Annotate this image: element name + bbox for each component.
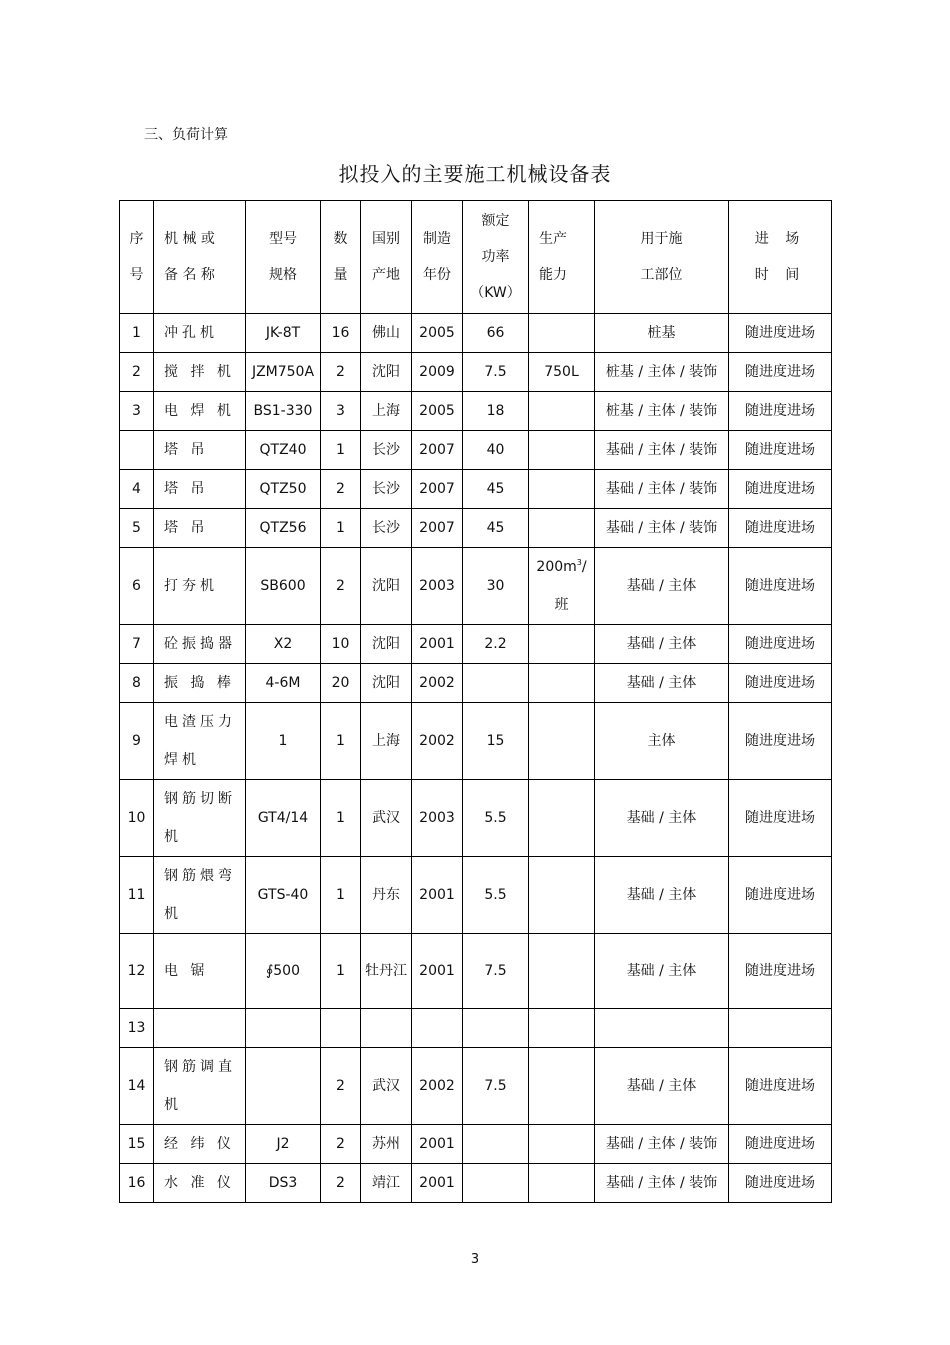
- cell-year: 2005: [412, 314, 463, 353]
- cell-origin: 丹东: [361, 857, 412, 934]
- cell-entry: 随进度进场: [729, 548, 832, 625]
- cell-name: 电 焊 机: [154, 392, 246, 431]
- cell-usage: 基础 / 主体 / 装饰: [595, 470, 729, 509]
- cell-name: 冲孔机: [154, 314, 246, 353]
- cell-capacity: [529, 1125, 595, 1164]
- cell-model: SB600: [246, 548, 321, 625]
- cell-year: 2002: [412, 1048, 463, 1125]
- cell-name: 钢筋煨弯机: [154, 857, 246, 934]
- cell-usage: 桩基 / 主体 / 装饰: [595, 392, 729, 431]
- cell-power: [463, 664, 529, 703]
- cell-origin: [361, 1009, 412, 1048]
- cell-entry: 随进度进场: [729, 392, 832, 431]
- cell-usage: 基础 / 主体 / 装饰: [595, 1164, 729, 1203]
- cell-entry: 随进度进场: [729, 1048, 832, 1125]
- header-year: 制造 年份: [412, 201, 463, 314]
- cell-seq: 5: [120, 509, 154, 548]
- cell-power: 66: [463, 314, 529, 353]
- page-number: 3: [470, 1252, 480, 1267]
- cell-qty: 2: [321, 548, 361, 625]
- cell-name: 钢筋切断机: [154, 780, 246, 857]
- cell-year: 2001: [412, 625, 463, 664]
- cell-qty: 20: [321, 664, 361, 703]
- cell-entry: 随进度进场: [729, 431, 832, 470]
- cell-seq: 8: [120, 664, 154, 703]
- cell-year: 2003: [412, 780, 463, 857]
- cell-usage: 桩基 / 主体 / 装饰: [595, 353, 729, 392]
- cell-year: 2009: [412, 353, 463, 392]
- cell-origin: 牡丹江: [361, 934, 412, 1009]
- cell-qty: 10: [321, 625, 361, 664]
- cell-model: JK-8T: [246, 314, 321, 353]
- cell-name: 经 纬 仪: [154, 1125, 246, 1164]
- cell-seq: 2: [120, 353, 154, 392]
- cell-model: GT4/14: [246, 780, 321, 857]
- cell-qty: 1: [321, 780, 361, 857]
- cell-year: 2007: [412, 509, 463, 548]
- cell-seq: 1: [120, 314, 154, 353]
- cell-capacity: 750L: [529, 353, 595, 392]
- cell-name: 打夯机: [154, 548, 246, 625]
- cell-capacity: [529, 780, 595, 857]
- header-power: 额定 功率 （KW）: [463, 201, 529, 314]
- cell-capacity: [529, 857, 595, 934]
- header-seq: 序 号: [120, 201, 154, 314]
- cell-origin: 沈阳: [361, 625, 412, 664]
- cell-origin: 沈阳: [361, 548, 412, 625]
- cell-entry: 随进度进场: [729, 857, 832, 934]
- cell-power: [463, 1125, 529, 1164]
- cell-seq: 13: [120, 1009, 154, 1048]
- cell-origin: 长沙: [361, 470, 412, 509]
- cell-origin: 苏州: [361, 1125, 412, 1164]
- cell-power: [463, 1009, 529, 1048]
- cell-origin: 武汉: [361, 1048, 412, 1125]
- table-row: [120, 1125, 832, 1164]
- table-title: 拟投入的主要施工机械设备表: [338, 162, 612, 186]
- cell-qty: 2: [321, 1048, 361, 1125]
- table-row: [120, 509, 832, 548]
- cell-capacity: [529, 470, 595, 509]
- cell-entry: 随进度进场: [729, 780, 832, 857]
- cell-seq: 3: [120, 392, 154, 431]
- cell-capacity: [529, 431, 595, 470]
- cell-year: 2003: [412, 548, 463, 625]
- cell-usage: 基础 / 主体 / 装饰: [595, 1125, 729, 1164]
- table-row: [120, 392, 832, 431]
- header-model: 型号 规格: [246, 201, 321, 314]
- cell-capacity: [529, 934, 595, 1009]
- cell-power: 7.5: [463, 353, 529, 392]
- cell-power: 45: [463, 470, 529, 509]
- cell-usage: 主体: [595, 703, 729, 780]
- cell-origin: 上海: [361, 392, 412, 431]
- table-row: [120, 1048, 832, 1125]
- header-qty: 数 量: [321, 201, 361, 314]
- cell-capacity: [529, 625, 595, 664]
- cell-capacity: [529, 1048, 595, 1125]
- cell-year: 2007: [412, 431, 463, 470]
- cell-name: 水 准 仪: [154, 1164, 246, 1203]
- cell-model: X2: [246, 625, 321, 664]
- table-row: [120, 857, 832, 934]
- cell-qty: 1: [321, 431, 361, 470]
- cell-name: 搅 拌 机: [154, 353, 246, 392]
- cell-capacity: [529, 1164, 595, 1203]
- cell-seq: 15: [120, 1125, 154, 1164]
- cell-power: 30: [463, 548, 529, 625]
- cell-entry: 随进度进场: [729, 1164, 832, 1203]
- cell-model: ∮500: [246, 934, 321, 1009]
- cell-origin: 上海: [361, 703, 412, 780]
- cell-seq: [120, 431, 154, 470]
- cell-name: 钢筋调直机: [154, 1048, 246, 1125]
- cell-model: 4-6M: [246, 664, 321, 703]
- table-row: [120, 625, 832, 664]
- header-capacity: 生产 能力: [529, 201, 595, 314]
- cell-power: 5.5: [463, 780, 529, 857]
- header-origin: 国别 产地: [361, 201, 412, 314]
- cell-usage: 基础 / 主体: [595, 780, 729, 857]
- cell-origin: 佛山: [361, 314, 412, 353]
- cell-model: [246, 1048, 321, 1125]
- cell-name: 塔 吊: [154, 470, 246, 509]
- table-row: [120, 470, 832, 509]
- cell-seq: 7: [120, 625, 154, 664]
- cell-power: 2.2: [463, 625, 529, 664]
- cell-qty: 16: [321, 314, 361, 353]
- cell-usage: [595, 1009, 729, 1048]
- cell-power: 18: [463, 392, 529, 431]
- cell-year: 2002: [412, 703, 463, 780]
- cell-model: JZM750A: [246, 353, 321, 392]
- cell-year: 2001: [412, 1125, 463, 1164]
- cell-entry: 随进度进场: [729, 703, 832, 780]
- cell-capacity: [529, 703, 595, 780]
- cell-capacity: [529, 1009, 595, 1048]
- cell-seq: 10: [120, 780, 154, 857]
- cell-seq: 6: [120, 548, 154, 625]
- cell-entry: 随进度进场: [729, 625, 832, 664]
- cell-power: 5.5: [463, 857, 529, 934]
- cell-power: 7.5: [463, 1048, 529, 1125]
- cell-usage: 基础 / 主体: [595, 934, 729, 1009]
- cell-year: 2005: [412, 392, 463, 431]
- cell-usage: 基础 / 主体: [595, 1048, 729, 1125]
- cell-year: 2002: [412, 664, 463, 703]
- cell-usage: 基础 / 主体: [595, 857, 729, 934]
- cell-seq: 11: [120, 857, 154, 934]
- cell-entry: 随进度进场: [729, 1125, 832, 1164]
- cell-capacity: [529, 509, 595, 548]
- cell-year: 2007: [412, 470, 463, 509]
- cell-qty: [321, 1009, 361, 1048]
- equipment-table: [119, 200, 832, 1203]
- cell-entry: 随进度进场: [729, 353, 832, 392]
- cell-origin: 武汉: [361, 780, 412, 857]
- table-row: [120, 1164, 832, 1203]
- cell-model: GTS-40: [246, 857, 321, 934]
- cell-usage: 基础 / 主体: [595, 625, 729, 664]
- cell-entry: 随进度进场: [729, 470, 832, 509]
- cell-power: 15: [463, 703, 529, 780]
- table-row: [120, 934, 832, 1009]
- cell-seq: 4: [120, 470, 154, 509]
- cell-year: [412, 1009, 463, 1048]
- cell-year: 2001: [412, 1164, 463, 1203]
- table-row: [120, 431, 832, 470]
- cell-model: QTZ56: [246, 509, 321, 548]
- cell-entry: 随进度进场: [729, 934, 832, 1009]
- cell-model: BS1-330: [246, 392, 321, 431]
- cell-qty: 1: [321, 857, 361, 934]
- cell-qty: 2: [321, 353, 361, 392]
- cell-capacity: [529, 664, 595, 703]
- cell-name: 电渣压力焊机: [154, 703, 246, 780]
- cell-capacity: [529, 314, 595, 353]
- cell-usage: 基础 / 主体 / 装饰: [595, 431, 729, 470]
- cell-name: 砼振捣器: [154, 625, 246, 664]
- cell-entry: 随进度进场: [729, 509, 832, 548]
- cell-model: 1: [246, 703, 321, 780]
- cell-origin: 长沙: [361, 431, 412, 470]
- cell-seq: 16: [120, 1164, 154, 1203]
- cell-usage: 基础 / 主体 / 装饰: [595, 509, 729, 548]
- cell-origin: 沈阳: [361, 353, 412, 392]
- table-row: [120, 314, 832, 353]
- cell-usage: 基础 / 主体: [595, 664, 729, 703]
- table-row: [120, 703, 832, 780]
- cell-name: 塔 吊: [154, 431, 246, 470]
- table-header-row: [120, 201, 832, 314]
- cell-power: [463, 1164, 529, 1203]
- cell-qty: 1: [321, 934, 361, 1009]
- cell-name: 电 锯: [154, 934, 246, 1009]
- cell-qty: 2: [321, 1125, 361, 1164]
- table-row: [120, 353, 832, 392]
- table-row: [120, 664, 832, 703]
- cell-qty: 1: [321, 509, 361, 548]
- cell-entry: 随进度进场: [729, 664, 832, 703]
- cell-year: 2001: [412, 934, 463, 1009]
- table-row: [120, 780, 832, 857]
- header-usage: 用于施 工部位: [595, 201, 729, 314]
- cell-seq: 12: [120, 934, 154, 1009]
- cell-power: 45: [463, 509, 529, 548]
- cell-name: 塔 吊: [154, 509, 246, 548]
- cell-seq: 9: [120, 703, 154, 780]
- cell-model: J2: [246, 1125, 321, 1164]
- cell-model: QTZ50: [246, 470, 321, 509]
- cell-model: DS3: [246, 1164, 321, 1203]
- cell-entry: 随进度进场: [729, 314, 832, 353]
- cell-name: 振 捣 棒: [154, 664, 246, 703]
- cell-model: QTZ40: [246, 431, 321, 470]
- cell-capacity: $200m^3/$ 班: [529, 548, 595, 625]
- cell-seq: 14: [120, 1048, 154, 1125]
- cell-qty: 2: [321, 470, 361, 509]
- header-entry: 进 场 时 间: [729, 201, 832, 314]
- section-heading: 三、负荷计算: [144, 127, 228, 143]
- cell-qty: 1: [321, 703, 361, 780]
- cell-usage: 桩基: [595, 314, 729, 353]
- cell-origin: 长沙: [361, 509, 412, 548]
- cell-qty: 2: [321, 1164, 361, 1203]
- cell-origin: 沈阳: [361, 664, 412, 703]
- table-row: [120, 548, 832, 625]
- table-row: [120, 1009, 832, 1048]
- cell-qty: 3: [321, 392, 361, 431]
- cell-name: [154, 1009, 246, 1048]
- header-name: 机 械 或 备 名 称: [154, 201, 246, 314]
- cell-power: 40: [463, 431, 529, 470]
- cell-capacity: [529, 392, 595, 431]
- cell-usage: 基础 / 主体: [595, 548, 729, 625]
- cell-model: [246, 1009, 321, 1048]
- cell-year: 2001: [412, 857, 463, 934]
- cell-power: 7.5: [463, 934, 529, 1009]
- cell-origin: 靖江: [361, 1164, 412, 1203]
- cell-entry: [729, 1009, 832, 1048]
